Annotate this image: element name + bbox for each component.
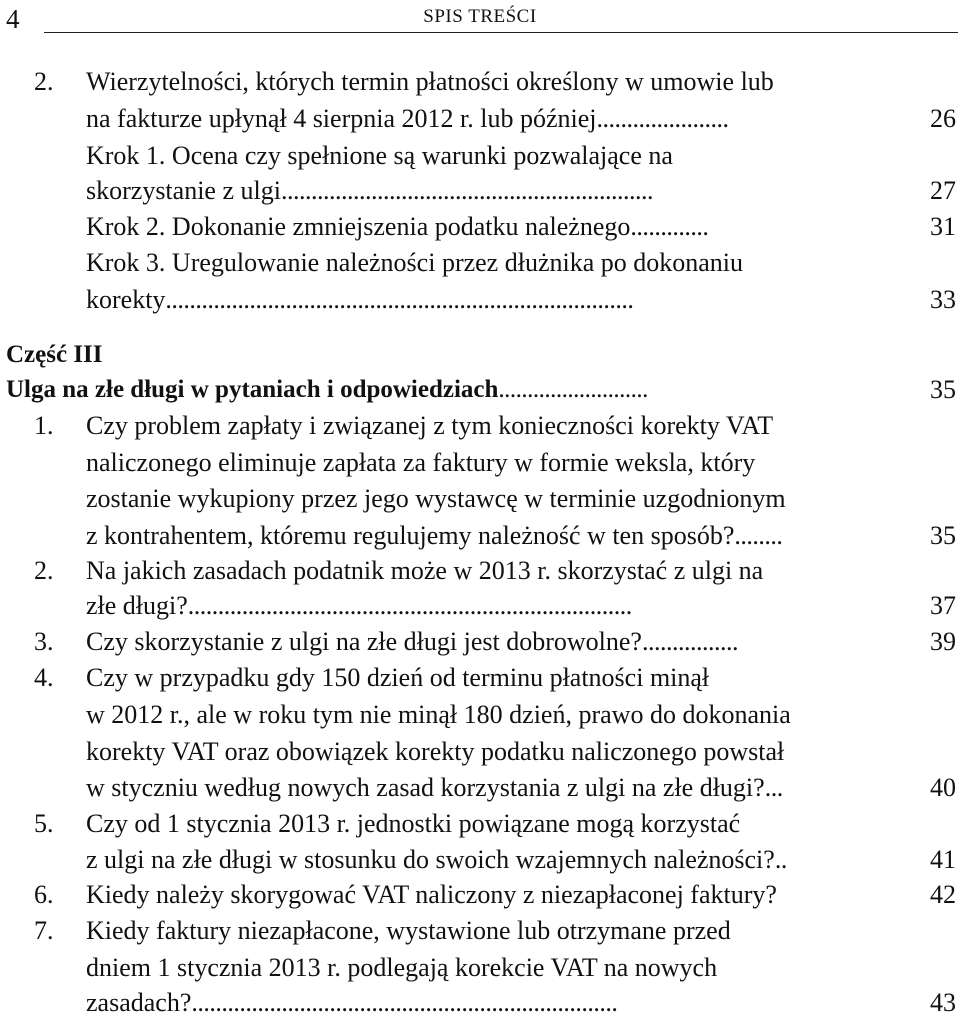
question-line: Na jakich zasadach podatnik może w 2013 r. skorzystać z ulgi na [86,556,764,585]
question-line [86,842,787,878]
part-title-line [6,372,648,408]
header-rule [44,32,958,33]
question-line: dniem 1 stycznia 2013 r. podlegają korekcie VAT na nowych [86,953,718,982]
question-line: Kiedy należy skorygować VAT naliczony z niezapłaconej faktury? [86,880,777,909]
leader-dots: .......................................................................... [187,591,632,620]
toc-page-number: 33 [930,285,956,314]
question-line: korekty VAT oraz obowiązek korekty podatku naliczonego powstał [86,737,785,766]
page-number: 4 [6,4,20,34]
question-text: zasadach? [86,988,192,1017]
leader-dots: ...................... [596,104,729,133]
question-number: 4. [34,663,54,692]
part-title: Ulga na złe długi w pytaniach i odpowiedziach [6,376,499,403]
toc-entry-line [86,282,633,318]
toc-entry-number: 2. [34,67,54,96]
question-text: z ulgi na złe długi w stosunku do swoich wzajemnych należności? [86,845,775,874]
toc-page-number: 26 [930,104,956,133]
question-line [86,624,738,660]
toc-page-number: 35 [930,521,956,550]
toc-entry-line: Krok 3. Uregulowanie należności przez dłużnika po dokonaniu [86,248,744,277]
toc-page-number: 31 [930,212,956,241]
toc-page-number: 41 [930,845,956,874]
question-number: 6. [34,880,54,909]
leader-dots: .............................................................. [280,176,653,205]
running-title: SPIS TREŚCI [423,6,537,27]
question-text: Czy skorzystanie z ulgi na złe długi jest dobrowolne? [86,627,642,656]
question-text: w styczniu według nowych zasad korzystania z ulgi na złe długi? [86,773,765,802]
leader-dots: .......................... [498,376,648,403]
toc-entry-line: Wierzytelności, których termin płatności określony w umowie lub [86,67,774,96]
leader-dots: .............................................................................. [165,285,634,314]
toc-entry-line [86,173,653,209]
question-line [86,588,632,624]
question-line: naliczonego eliminuje zapłata za faktury w formie weksla, który [86,448,756,477]
toc-page-number: 35 [930,375,956,404]
question-number: 5. [34,809,54,838]
leader-dots: ........ [734,521,783,550]
question-line [86,985,617,1021]
toc-entry-line [86,209,708,245]
toc-entry-text: na fakturze upłynął 4 sierpnia 2012 r. lub później [86,104,597,133]
toc-entry-line: Krok 1. Ocena czy spełnione są warunki pozwalające na [86,141,673,170]
question-number: 2. [34,556,54,585]
question-number: 7. [34,916,54,945]
question-line: Czy od 1 stycznia 2013 r. jednostki powiązane mogą korzystać [86,809,741,838]
question-line: Czy problem zapłaty i związanej z tym konieczności korekty VAT [86,411,774,440]
toc-page-number: 37 [930,591,956,620]
leader-dots: ... [764,773,783,802]
question-number: 3. [34,627,54,656]
question-number: 1. [34,411,54,440]
question-line: w 2012 r., ale w roku tym nie minął 180 dzień, prawo do dokonania [86,700,791,729]
toc-entry-text: Krok 2. Dokonanie zmniejszenia podatku należnego [86,212,631,241]
question-line: zostanie wykupiony przez jego wystawcę w terminie uzgodnionym [86,484,786,513]
part-label: Część III [6,341,103,368]
leader-dots: ....................................................................... [191,988,618,1017]
question-text: z kontrahentem, któremu regulujemy należność w ten sposób? [86,521,735,550]
toc-entry-line [86,101,728,137]
toc-page-number: 43 [930,988,956,1017]
toc-page-number: 39 [930,627,956,656]
leader-dots: .. [774,845,787,874]
question-line: Czy w przypadku gdy 150 dzień od terminu płatności minął [86,663,710,692]
question-line [86,518,782,554]
question-text: złe długi? [86,591,188,620]
toc-page-number: 27 [930,176,956,205]
toc-entry-text: skorzystanie z ulgi [86,176,281,205]
leader-dots: ............. [630,212,709,241]
toc-page-number: 42 [930,880,956,909]
leader-dots: ................ [641,627,738,656]
toc-entry-text: korekty [86,285,166,314]
question-line [86,770,783,806]
toc-page-number: 40 [930,773,956,802]
question-line: Kiedy faktury niezapłacone, wystawione lub otrzymane przed [86,916,731,945]
